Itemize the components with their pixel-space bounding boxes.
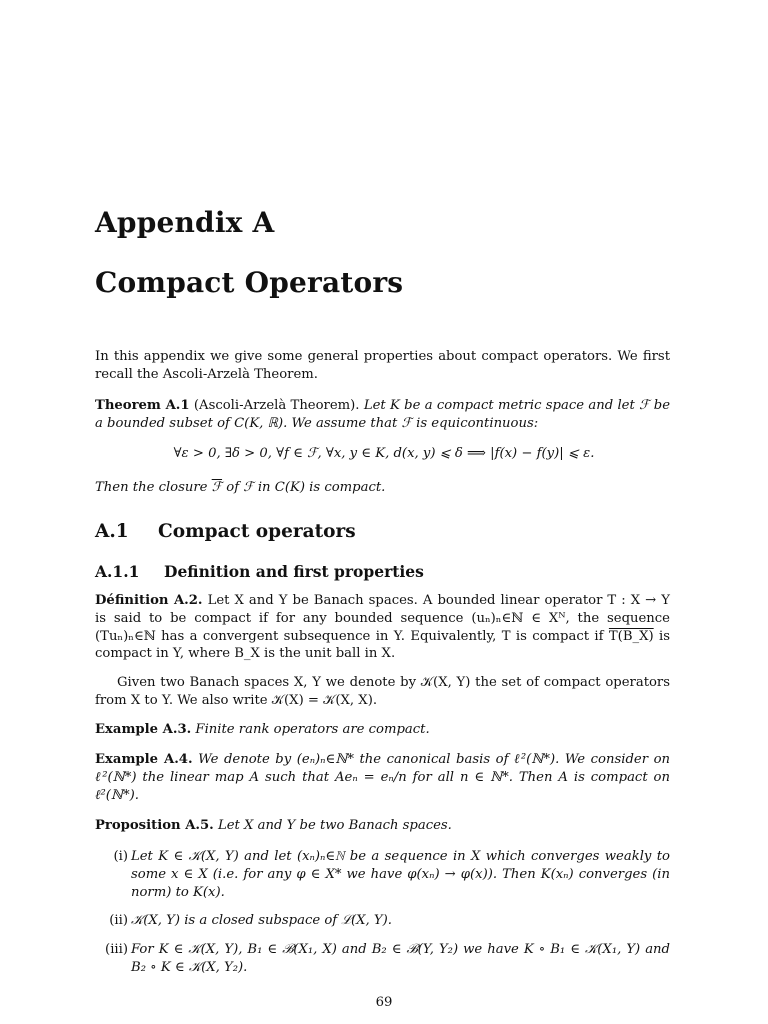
subsection-title: Definition and first properties — [164, 562, 424, 581]
example-3-block — [95, 721, 670, 739]
proposition-item-ii — [95, 912, 670, 930]
appendix-heading: Appendix A — [95, 206, 275, 239]
example-3-text: Finite rank operators are compact. — [195, 722, 430, 737]
theorem-name: (Ascoli-Arzelà Theorem). — [193, 398, 360, 413]
theorem-conclusion — [95, 479, 670, 497]
page-number: 69 — [375, 995, 393, 1010]
section-heading — [95, 521, 356, 542]
proposition-item-i — [95, 848, 670, 901]
item-text: For K ∈ 𝒦(X, Y), B₁ ∈ ℬ(X₁, X) and B₂ ∈ ℬ(Y, Y₂) we have K ∘ B₁ ∈ 𝒦(X₁, Y) and B₂ ∘ K ∈ 𝒦(X, Y₂). — [131, 942, 670, 975]
subsection-heading — [95, 562, 424, 581]
example-4-label: Example A.4. — [95, 752, 193, 767]
section-number: A.1 — [95, 521, 129, 542]
example-4-text: We denote by (eₙ)ₙ∈ℕ* the canonical basis of ℓ²(ℕ*). We consider on ℓ²(ℕ*) the linear map A such that Aeₙ = eₙ/n for all n ∈ ℕ*. Then A is compact on ℓ²(ℕ*). — [95, 752, 670, 803]
conclusion-post: of ℱ in C(K) is compact. — [222, 480, 386, 495]
subsection-number: A.1.1 — [95, 562, 140, 581]
item-text: Let K ∈ 𝒦(X, Y) and let (xₙ)ₙ∈ℕ be a sequence in X which converges weakly to some x ∈ X (i.e. for any φ ∈ X* we have φ(xₙ) → φ(x)). Then K(xₙ) converges (in norm) to K(x). — [131, 849, 670, 900]
item-text: 𝒦(X, Y) is a closed subspace of ℒ(X, Y). — [131, 913, 392, 928]
proposition-label: Proposition A.5. — [95, 818, 214, 833]
section-title: Compact operators — [158, 521, 356, 542]
chapter-title: Compact Operators — [95, 266, 404, 299]
example-3-label: Example A.3. — [95, 722, 192, 737]
proposition-item-iii — [95, 941, 670, 977]
paragraph-text: Given two Banach spaces X, Y we denote by 𝒦(X, Y) the set of compact operators from X to Y. We also write 𝒦(X) = 𝒦(X, X). — [95, 675, 670, 708]
intro-paragraph: In this appendix we give some general properties about compact operators. We first recall the Ascoli-Arzelà Theorem. — [95, 349, 670, 382]
item-label: (ii) — [109, 913, 128, 928]
definition-text-pre: Let X and Y be Banach spaces. A bounded linear operator T : X → Y is said to be compact if for any bounded sequence (uₙ)ₙ∈ℕ ∈ Xᴺ, the sequence (Tuₙ)ₙ∈ℕ has a convergent subsequence in Y. Equivalently, T is compact if — [95, 593, 670, 644]
theorem-statement: Let K be a compact metric space and let ℱ be a bounded subset of C(K, ℝ). We assume that ℱ is equicontinuous: — [95, 398, 670, 431]
definition-label: Définition A.2. — [95, 593, 203, 608]
paragraph-compact-operators — [95, 674, 670, 710]
item-label: (iii) — [105, 942, 128, 957]
definition-closure: T(B_X) — [608, 628, 654, 644]
proposition-block — [95, 817, 670, 835]
theorem-label: Theorem A.1 — [95, 398, 190, 413]
conclusion-pre: Then the closure — [95, 480, 212, 495]
proposition-text: Let X and Y be two Banach spaces. — [217, 818, 452, 833]
item-label: (i) — [113, 849, 128, 864]
example-4-block — [95, 751, 670, 804]
closure-symbol: ℱ — [211, 480, 223, 495]
theorem-block — [95, 397, 670, 433]
definition-text-post: is compact in Y, where B_X is the unit ball in X. — [95, 628, 671, 662]
definition-block — [95, 592, 670, 663]
equicontinuity-formula: ∀ε > 0, ∃δ > 0, ∀f ∈ ℱ, ∀x, y ∈ K, d(x, y) ⩽ δ ⟹ |f(x) − f(y)| ⩽ ε. — [173, 446, 595, 461]
